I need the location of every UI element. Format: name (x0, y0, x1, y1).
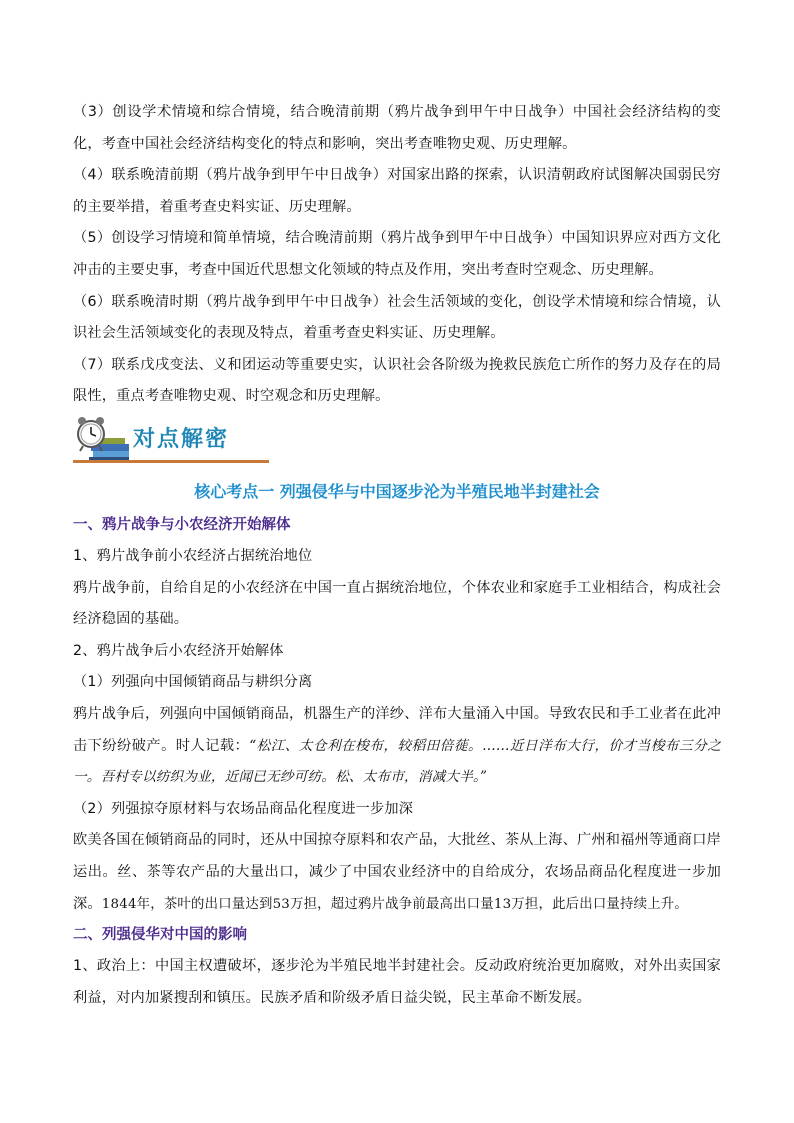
section-header (73, 412, 273, 468)
paragraph-raw-materials (73, 825, 721, 920)
subheading-after-war: 2、鸦片战争后小农经济开始解体 (73, 642, 284, 659)
core-point-title: 核心考点一 列强侵华与中国逐步沦为半殖民地半封建社会 (194, 482, 600, 501)
objective-item-5: （5）创设学习情境和简单情境，结合晚清前期（鸦片战争到甲午中日战争）中国知识界应对西方文化冲击的主要史事，考查中国近代思想文化领域的特点及作用，突出考查时空观念、历史理解。 (73, 230, 721, 278)
content-body (73, 510, 721, 1014)
tea-export-note: 1844年，茶叶的出口量达到53万担，超过鸦片战争前最高出口量13万担，此后出口量持续上升。 (101, 896, 688, 912)
objective-item-7: （7）联系戊戌变法、义和团运动等重要史实，认识社会各阶级为挽救民族危亡所作的努力及存在的局限性，重点考查唯物史观、时空观念和历史理解。 (73, 356, 721, 405)
paragraph-before-war: 鸦片战争前，自给自足的小农经济在中国一直占据统治地位，个体农业和家庭手工业相结合，构成社会经济稳固的基础。 (73, 579, 721, 628)
subheading-before-war: 1、鸦片战争前小农经济占据统治地位 (73, 548, 313, 564)
section-header-underline (73, 460, 269, 463)
paragraph-political-impact: 1、政治上：中国主权遭破坏，逐步沦为半殖民地半封建社会。反动政府统治更加腐败，对外出卖国家利益，对内加紧搜刮和镇压。民族矛盾和阶级矛盾日益尖锐，民主革命不断发展。 (73, 958, 721, 1006)
subheading-dumping-goods: （1）列强向中国倾销商品与耕织分离 (73, 674, 313, 691)
paragraph-dumping-goods-text: 鸦片战争后，列强向中国倾销商品，机器生产的洋纱、洋布大量涌入中国。导致农民和手工业者在此冲击下纷纷破产。时人记载： (73, 705, 721, 754)
paragraph-dumping-goods (73, 699, 721, 794)
objectives-list (73, 97, 721, 413)
objective-item-4: （4）联系晚清前期（鸦片战争到甲午中日战争）对国家出路的探索，认识清朝政府试图解决国弱民穷的主要举措，着重考查史料实证、历史理解。 (73, 167, 721, 215)
heading-impact: 二、列强侵华对中国的影响 (73, 927, 247, 944)
objective-item-6: （6）联系晚清时期（鸦片战争到甲午中日战争）社会生活领域的变化，创设学术情境和综合情境，认识社会生活领域变化的表现及特点，着重考查史料实证、历史理解。 (73, 293, 721, 342)
section-header-title: 对点解密 (133, 426, 230, 452)
alarm-clock-books-icon (73, 414, 131, 462)
paragraph-raw-materials-text: 欧美各国在倾销商品的同时，还从中国掠夺原料和农产品，大批丝、茶从上海、广州和福州等通商口岸运出。丝、茶等农产品的大量出口，减少了中国农业经济中的自给成分，农场品商品化程度进一步加深。 (73, 832, 721, 912)
subheading-raw-materials: （2）列强掠夺原材料与农场品商品化程度进一步加深 (73, 800, 414, 817)
objective-item-3: （3）创设学术情境和综合情境，结合晚清前期（鸦片战争到甲午中日战争）中国社会经济结构的变化，考查中国社会经济结构变化的特点和影响，突出考查唯物史观、历史理解。 (73, 104, 721, 152)
historical-quote: “松江、太仓利在梭布，较稻田倍蓰。……近日洋布大行，价才当梭布三分之一。吾村专以纺织为业，近闻已无纱可纺。松、太布市，消减大半。” (73, 737, 721, 786)
heading-opium-war-economy: 一、鸦片战争与小农经济开始解体 (73, 517, 291, 533)
